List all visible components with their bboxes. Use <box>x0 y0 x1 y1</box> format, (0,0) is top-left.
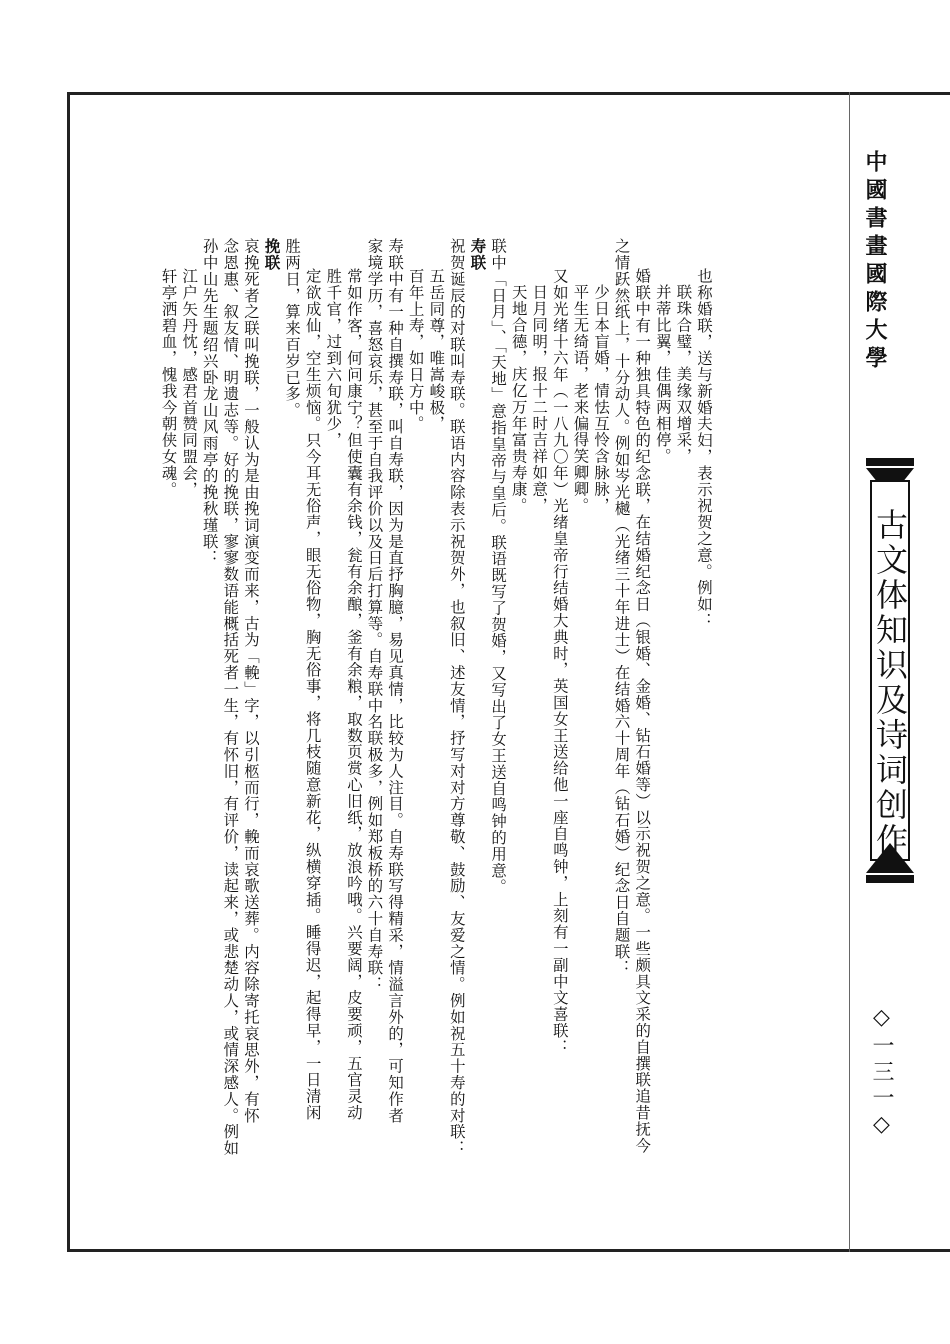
indented-column: 又如光绪十六年（一八九〇年）光绪皇帝行结婚大典时，英国女王送给他一座自鸣钟，上刻有一副中文喜联： <box>550 268 569 1056</box>
indented-column: 江户矢丹忱，感君首赞同盟会， <box>180 268 199 498</box>
text-column: 之情跃然纸上，十分动人。例如岑光樾（光绪三十年进士）在结婚六十周年（钻石婚）纪念日自题联： <box>612 238 631 976</box>
text-column: 祝贺诞辰的对联叫寿联。联语内容除表示祝贺外，也叙旧、述友情，抒写对对方尊敬、鼓励、友爱之情。例如祝五十寿的对联： <box>447 238 466 1157</box>
indented-column: 也称婚联，送与新婚夫妇，表示祝贺之意。例如： <box>695 268 713 629</box>
page-number: ◇一三一◇ <box>869 1005 894 1141</box>
indented-column: 定欲成仙，空生烦恼。只今耳无俗声，眼无俗物，胸无俗事，将几枝随意新花，纵横穿插。睡得迟，起得早，一日清闲 <box>303 268 322 1121</box>
indented-column: 婚联中有一种独具特色的纪念联，在结婚纪念日（银婚、金婚、钻石婚等）以示祝贺之意。一些颇具文采的自撰联追昔抚今 <box>633 268 652 1154</box>
school-title: 中國書畫國際大學 <box>862 150 888 374</box>
section-heading: 挽联 <box>262 238 281 271</box>
section-heading: 寿联 <box>468 238 487 271</box>
book-title: 古文体知识及诗词创作 <box>871 508 909 858</box>
text-column: 孙中山先生题绍兴卧龙山风雨亭的挽秋瑾联： <box>200 238 219 566</box>
indented-column: 胜千官，过到六旬犹少， <box>324 268 343 449</box>
banner-bottom-bar <box>866 875 914 883</box>
indented-column: 并蒂比翼，佳偶两相停。 <box>653 284 672 465</box>
text-column: 念恩惠、叙友情、明遗志等。好的挽联，寥寥数语能概括死者一生，有怀旧，有评价，读起来，或悲楚动人，或情深感人。例如 <box>221 238 240 1157</box>
indented-column: 百年上寿，如日方中。 <box>406 268 425 432</box>
margin-divider <box>849 92 850 1252</box>
book-title-banner <box>866 458 914 883</box>
text-column: 寿联中有一种自撰寿联，叫自寿联，因为是直抒胸臆，易见真情，比较为人注目。自寿联写得精采，情溢言外的，可知作者 <box>386 238 405 1124</box>
indented-column: 日月同明，报十二时吉祥如意， <box>530 284 549 514</box>
indented-column: 五岳同尊，唯嵩峻极， <box>427 268 446 432</box>
indented-column: 平生无绮语，老来偏得笑卿卿。 <box>571 284 590 514</box>
indented-column: 联珠合璧，美缘双增采， <box>674 284 693 465</box>
indented-column: 轩亭洒碧血，愧我今朝侠女魂。 <box>159 268 178 498</box>
text-column: 胜两日，算来百岁已多。 <box>283 238 302 419</box>
text-column: 联中「日月」、「天地」意指皇帝与皇后。联语既写了贺婚，又写出了女王送自鸣钟的用意。 <box>489 238 508 895</box>
main-text <box>158 238 714 1198</box>
text-column: 哀挽死者之联叫挽联，一般认为是由挽词演变而来，古为「輓」字，以引柩而行，輓而哀歌送葬。内容除寄托哀思外，有怀 <box>241 238 260 1124</box>
banner-top-bar <box>866 458 914 466</box>
indented-column: 天地合德，庆亿万年富贵寿康。 <box>509 284 528 514</box>
text-column: 家境学历，喜怒哀乐，甚至于自我评价以及日后打算等。自寿联中名联极多，例如郑板桥的六十自寿联： <box>365 238 384 993</box>
indented-column: 常如作客，何问康宁？但使囊有余钱，瓮有余酿，釜有余粮，取数页赏心旧纸，放浪吟哦。兴要阔，皮要顽，五官灵动 <box>344 268 363 1121</box>
indented-column: 少日本盲婚，情怯互怜含脉脉， <box>592 284 611 514</box>
